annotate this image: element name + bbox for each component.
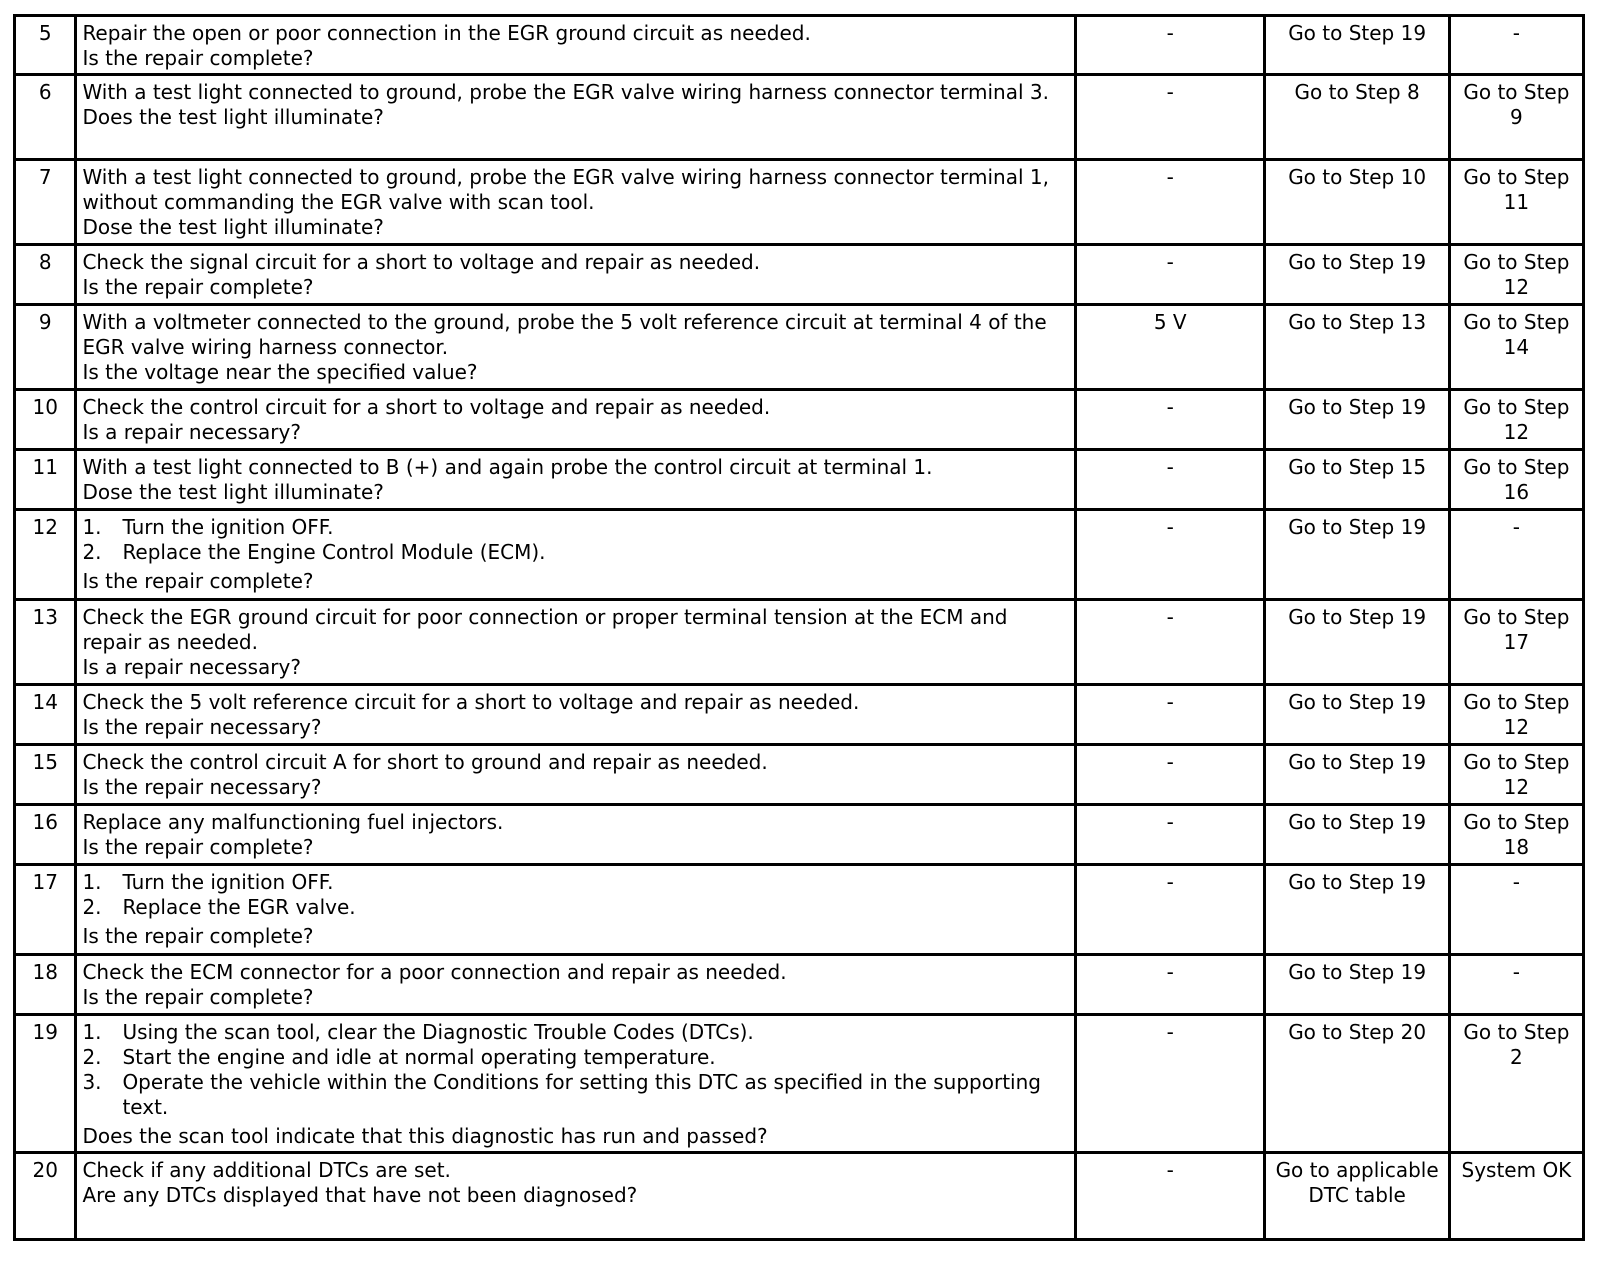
no-cell: - — [1449, 16, 1583, 75]
no-cell: Go to Step 11 — [1449, 160, 1583, 245]
no-cell: Go to Step 16 — [1449, 450, 1583, 510]
value-cell: 5 V — [1076, 305, 1265, 390]
value-cell: - — [1076, 510, 1265, 600]
action-cell — [76, 1153, 1076, 1240]
value-cell: - — [1076, 600, 1265, 685]
action-question: Dose the test light illuminate? — [82, 215, 384, 239]
action-question: Is a repair necessary? — [82, 420, 301, 444]
action-cell — [76, 745, 1076, 805]
action-text: With a test light connected to B (+) and again probe the control circuit at terminal 1. — [82, 455, 933, 479]
action-list-item — [82, 1070, 1069, 1120]
no-cell: - — [1449, 865, 1583, 955]
yes-cell: Go to Step 8 — [1265, 75, 1449, 160]
yes-cell: Go to Step 19 — [1265, 865, 1449, 955]
action-text: Check the EGR ground circuit for poor connection or proper terminal tension at the ECM and repair as needed. — [82, 605, 1008, 654]
step-number-cell: 5 — [15, 16, 76, 75]
yes-cell: Go to Step 19 — [1265, 390, 1449, 450]
value-cell: - — [1076, 745, 1265, 805]
value-cell: - — [1076, 955, 1265, 1015]
action-text: With a test light connected to ground, probe the EGR valve wiring harness connector terminal 1, without commanding the EGR valve with scan tool. — [82, 165, 1049, 214]
no-cell: Go to Step 12 — [1449, 390, 1583, 450]
list-item-text: Replace the EGR valve. — [122, 895, 356, 919]
action-text: Check the control circuit for a short to voltage and repair as needed. — [82, 395, 771, 419]
action-list-item — [82, 540, 1069, 565]
yes-cell: Go to Step 13 — [1265, 305, 1449, 390]
value-cell: - — [1076, 75, 1265, 160]
step-number-cell: 14 — [15, 685, 76, 745]
action-question: Is the repair necessary? — [82, 715, 322, 739]
table-row — [15, 1153, 1584, 1240]
no-cell: Go to Step 17 — [1449, 600, 1583, 685]
step-number-cell: 16 — [15, 805, 76, 865]
value-cell: - — [1076, 245, 1265, 305]
no-cell: Go to Step 9 — [1449, 75, 1583, 160]
table-row — [15, 865, 1584, 955]
action-text: Repair the open or poor connection in the EGR ground circuit as needed. — [82, 21, 811, 45]
yes-cell: Go to Step 19 — [1265, 955, 1449, 1015]
action-cell — [76, 450, 1076, 510]
action-list-item — [82, 895, 1069, 920]
no-cell: Go to Step 12 — [1449, 745, 1583, 805]
action-cell — [76, 510, 1076, 600]
action-cell — [76, 685, 1076, 745]
diagnostic-table-body — [15, 16, 1584, 1240]
yes-cell: Go to Step 19 — [1265, 745, 1449, 805]
yes-cell: Go to Step 19 — [1265, 16, 1449, 75]
table-row — [15, 510, 1584, 600]
action-cell — [76, 75, 1076, 160]
action-text: Replace any malfunctioning fuel injectors. — [82, 810, 504, 834]
list-item-text: Operate the vehicle within the Conditions for setting this DTC as specified in the supporting text. — [122, 1070, 1041, 1119]
value-cell: - — [1076, 1015, 1265, 1153]
step-number-cell: 13 — [15, 600, 76, 685]
no-cell: Go to Step 14 — [1449, 305, 1583, 390]
step-number-cell: 6 — [15, 75, 76, 160]
value-cell: - — [1076, 450, 1265, 510]
table-row — [15, 160, 1584, 245]
no-cell: Go to Step 2 — [1449, 1015, 1583, 1153]
step-number-cell: 15 — [15, 745, 76, 805]
yes-cell: Go to Step 10 — [1265, 160, 1449, 245]
action-question: Is the repair complete? — [82, 924, 314, 948]
list-item-number: 2. — [82, 895, 102, 919]
action-cell — [76, 805, 1076, 865]
step-number-cell: 18 — [15, 955, 76, 1015]
action-question: Is the repair complete? — [82, 569, 314, 593]
list-item-number: 2. — [82, 1045, 102, 1069]
yes-cell: Go to Step 19 — [1265, 245, 1449, 305]
table-row — [15, 245, 1584, 305]
action-list-item — [82, 1020, 1069, 1045]
step-number-cell: 19 — [15, 1015, 76, 1153]
action-cell — [76, 865, 1076, 955]
step-number-cell: 12 — [15, 510, 76, 600]
action-text: With a voltmeter connected to the ground, probe the 5 volt reference circuit at terminal 4 of the EGR valve wiring harness connector. — [82, 310, 1047, 359]
no-cell: Go to Step 12 — [1449, 245, 1583, 305]
table-row — [15, 600, 1584, 685]
list-item-number: 1. — [82, 870, 102, 894]
table-row — [15, 805, 1584, 865]
action-cell — [76, 245, 1076, 305]
action-text: With a test light connected to ground, probe the EGR valve wiring harness connector terminal 3. — [82, 80, 1049, 104]
action-question: Does the test light illuminate? — [82, 105, 384, 129]
table-row — [15, 75, 1584, 160]
list-item-text: Turn the ignition OFF. — [122, 515, 334, 539]
yes-cell: Go to Step 19 — [1265, 510, 1449, 600]
action-cell — [76, 160, 1076, 245]
step-number-cell: 20 — [15, 1153, 76, 1240]
action-question: Is a repair necessary? — [82, 655, 301, 679]
action-cell — [76, 955, 1076, 1015]
action-cell — [76, 600, 1076, 685]
value-cell: - — [1076, 1153, 1265, 1240]
action-cell — [76, 16, 1076, 75]
action-text: Check the signal circuit for a short to voltage and repair as needed. — [82, 250, 761, 274]
table-row — [15, 305, 1584, 390]
action-question: Is the repair necessary? — [82, 775, 322, 799]
step-number-cell: 17 — [15, 865, 76, 955]
step-number-cell: 7 — [15, 160, 76, 245]
action-list-item — [82, 870, 1069, 895]
action-cell — [76, 305, 1076, 390]
yes-cell: Go to Step 20 — [1265, 1015, 1449, 1153]
list-item-number: 3. — [82, 1070, 102, 1094]
table-row — [15, 745, 1584, 805]
action-list-item — [82, 515, 1069, 540]
list-item-number: 1. — [82, 515, 102, 539]
action-text: Check the ECM connector for a poor connection and repair as needed. — [82, 960, 787, 984]
yes-cell: Go to applicable DTC table — [1265, 1153, 1449, 1240]
value-cell: - — [1076, 160, 1265, 245]
no-cell: - — [1449, 955, 1583, 1015]
action-question: Dose the test light illuminate? — [82, 480, 384, 504]
value-cell: - — [1076, 16, 1265, 75]
action-text: Check the control circuit A for short to ground and repair as needed. — [82, 750, 768, 774]
value-cell: - — [1076, 865, 1265, 955]
value-cell: - — [1076, 805, 1265, 865]
yes-cell: Go to Step 15 — [1265, 450, 1449, 510]
action-question: Does the scan tool indicate that this diagnostic has run and passed? — [82, 1124, 768, 1148]
action-question: Is the repair complete? — [82, 835, 314, 859]
table-row — [15, 1015, 1584, 1153]
table-row — [15, 16, 1584, 75]
yes-cell: Go to Step 19 — [1265, 600, 1449, 685]
list-item-text: Start the engine and idle at normal operating temperature. — [122, 1045, 716, 1069]
step-number-cell: 9 — [15, 305, 76, 390]
yes-cell: Go to Step 19 — [1265, 805, 1449, 865]
list-item-number: 1. — [82, 1020, 102, 1044]
table-row — [15, 450, 1584, 510]
table-row — [15, 685, 1584, 745]
action-text: Check if any additional DTCs are set. — [82, 1158, 451, 1182]
list-item-text: Using the scan tool, clear the Diagnostic Trouble Codes (DTCs). — [122, 1020, 754, 1044]
no-cell: System OK — [1449, 1153, 1583, 1240]
no-cell: Go to Step 12 — [1449, 685, 1583, 745]
action-list-item — [82, 1045, 1069, 1070]
table-row — [15, 390, 1584, 450]
table-row — [15, 955, 1584, 1015]
value-cell: - — [1076, 685, 1265, 745]
list-item-text: Replace the Engine Control Module (ECM). — [122, 540, 546, 564]
no-cell: - — [1449, 510, 1583, 600]
step-number-cell: 8 — [15, 245, 76, 305]
action-question: Are any DTCs displayed that have not been diagnosed? — [82, 1183, 638, 1207]
no-cell: Go to Step 18 — [1449, 805, 1583, 865]
action-cell — [76, 1015, 1076, 1153]
list-item-text: Turn the ignition OFF. — [122, 870, 334, 894]
value-cell: - — [1076, 390, 1265, 450]
yes-cell: Go to Step 19 — [1265, 685, 1449, 745]
diagnostic-table — [13, 14, 1585, 1241]
action-cell — [76, 390, 1076, 450]
step-number-cell: 11 — [15, 450, 76, 510]
diagnostic-table-container — [13, 14, 1585, 1241]
action-question: Is the repair complete? — [82, 985, 314, 1009]
action-text: Check the 5 volt reference circuit for a short to voltage and repair as needed. — [82, 690, 860, 714]
list-item-number: 2. — [82, 540, 102, 564]
step-number-cell: 10 — [15, 390, 76, 450]
action-question: Is the repair complete? — [82, 46, 314, 70]
action-question: Is the voltage near the specified value? — [82, 360, 478, 384]
action-question: Is the repair complete? — [82, 275, 314, 299]
